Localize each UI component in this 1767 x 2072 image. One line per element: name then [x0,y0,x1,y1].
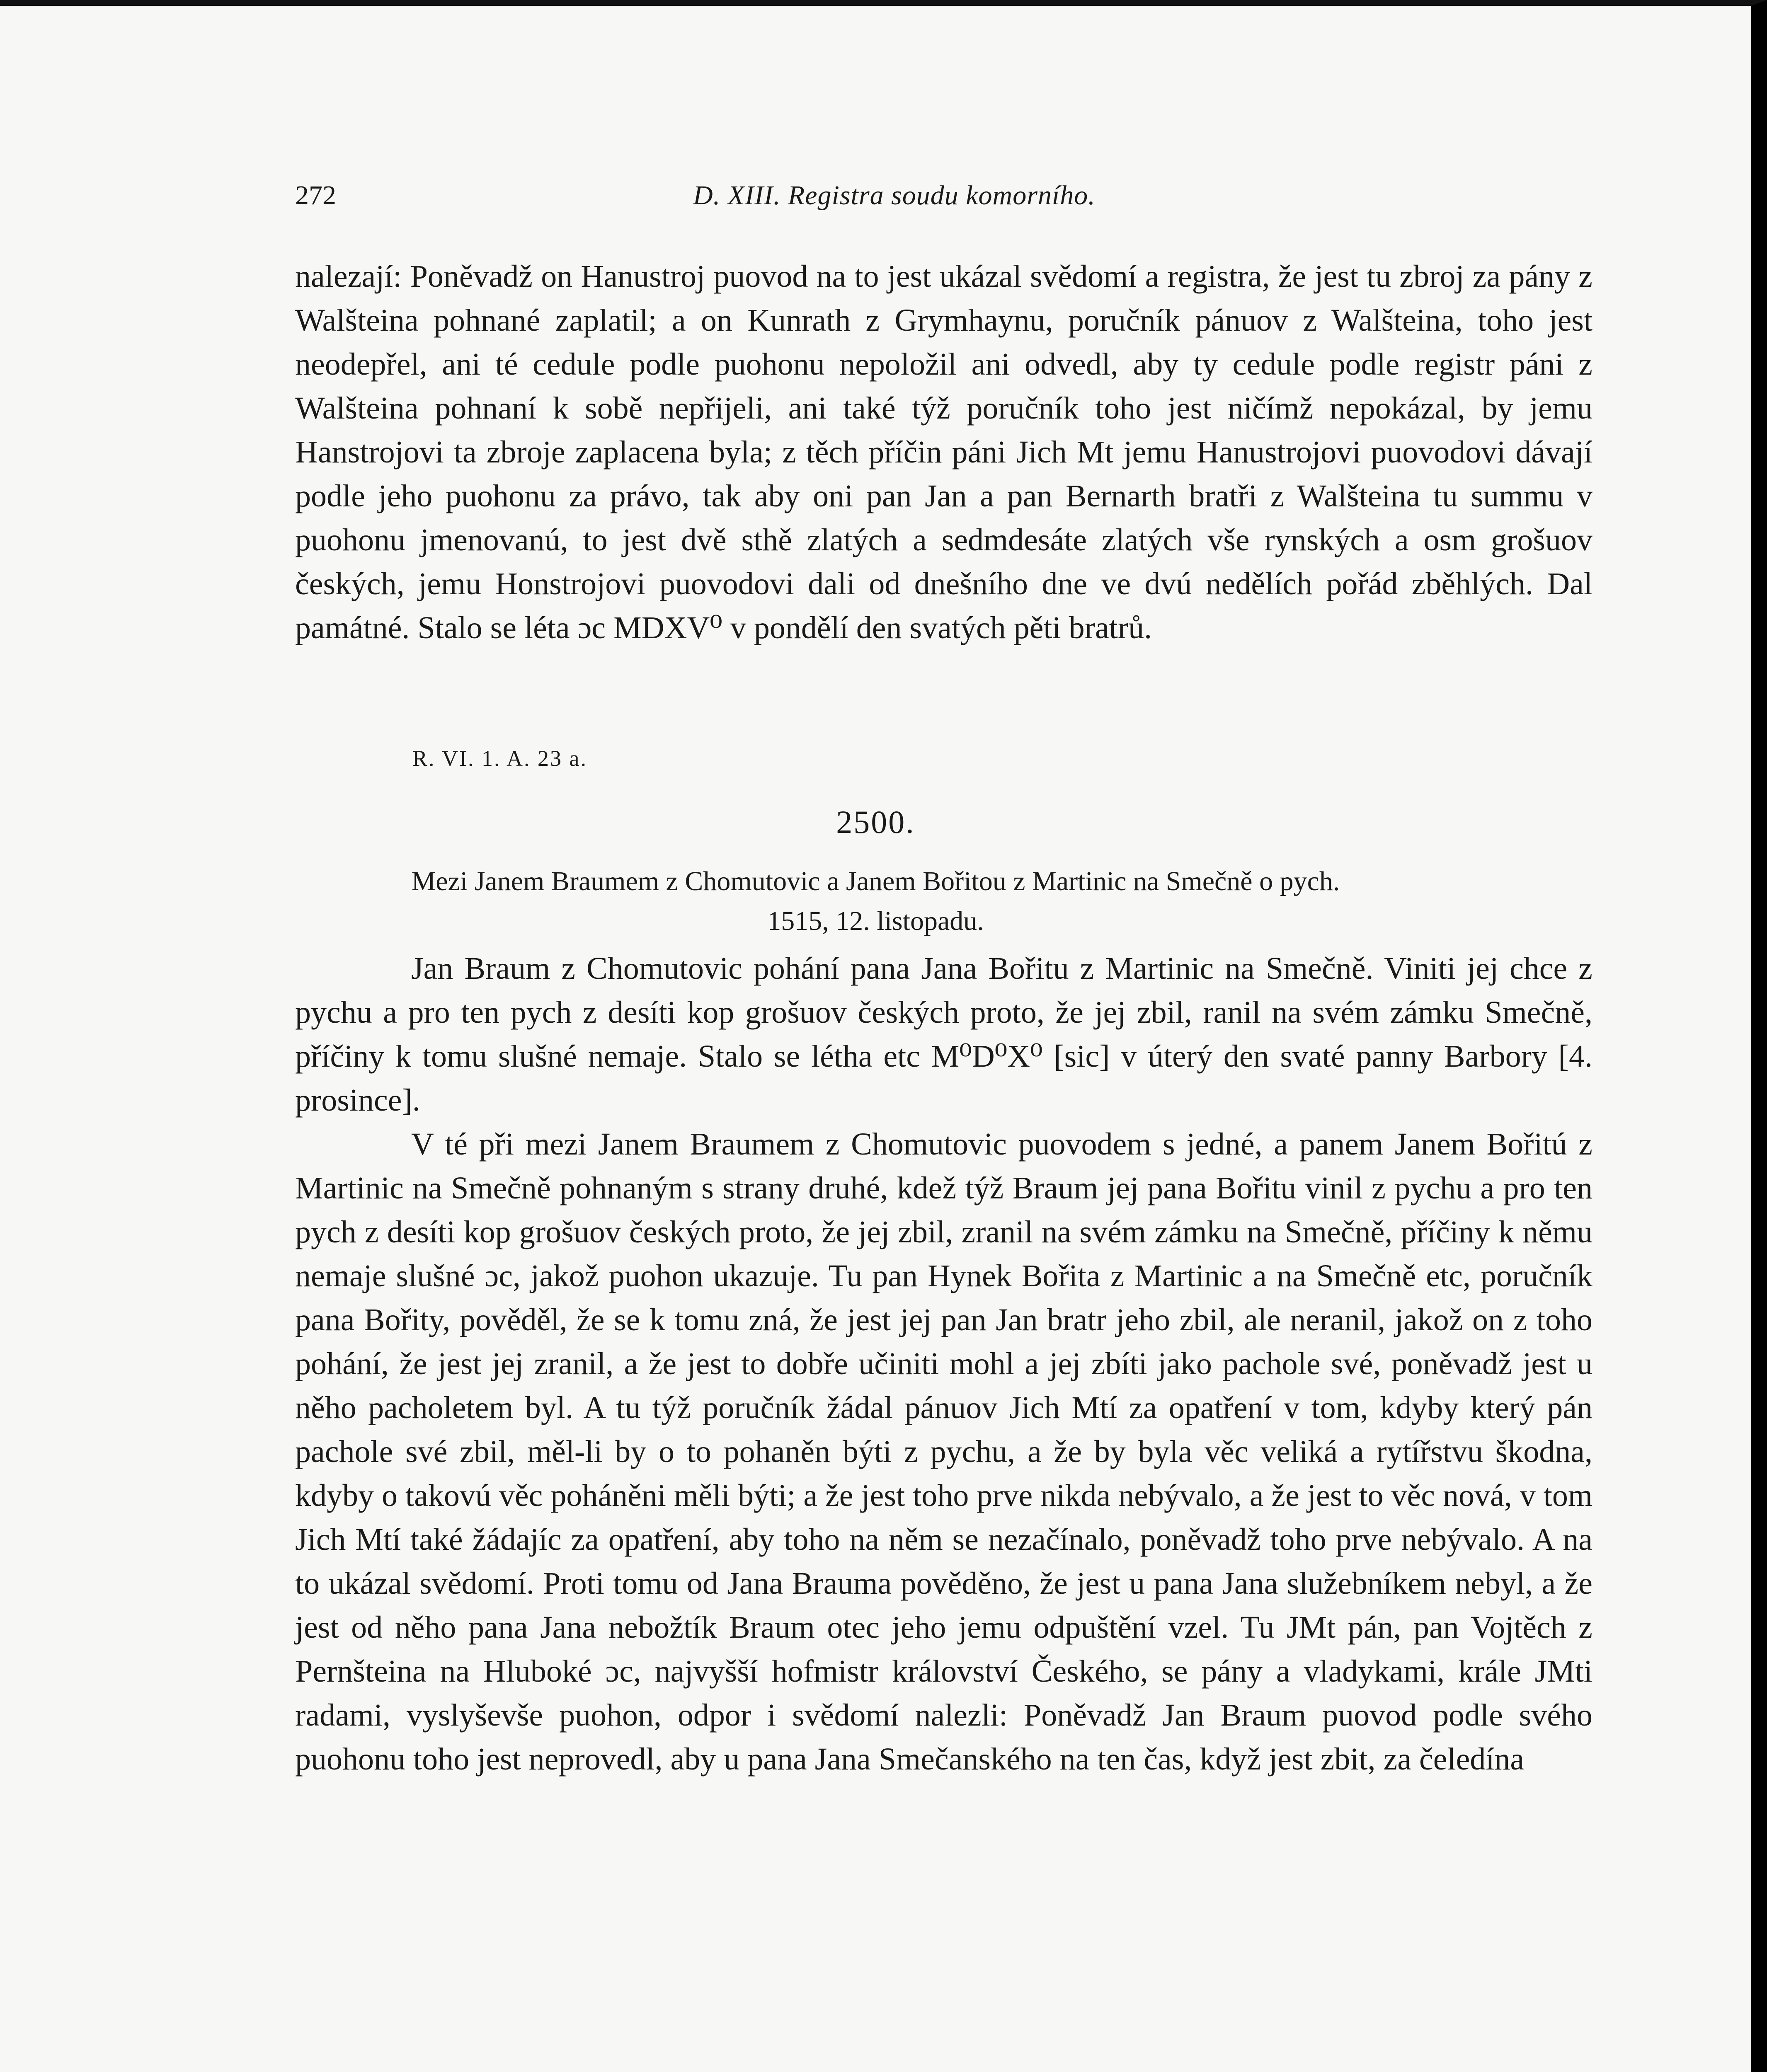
body-paragraph-2: V té při mezi Janem Braumem z Chomutovic puovodem s jedné, a panem Janem Bořitú z Martinic na Smečně pohnaným s strany druhé, kdež týž Braum jej pana Bořitu vinil z pychu a pro ten pych z desíti kop grošuov českých proto, že jej zbil, zranil na svém zámku na Smečně, příčiny k němu nemaje slušné ɔc, jakož puohon ukazuje. Tu pan Hynek Bořita z Martinic a na Smečně etc, poručník pana Bořity, pověděl, že se k tomu zná, že jest jej pan Jan bratr jeho zbil, ale neranil, jakož on z toho pohání, že jest jej zranil, a že jest to dobře učiniti mohl a jej zbíti jako pachole své, poněvadž jest u něho pacholetem byl. A tu týž poručník žádal pánuov Jich Mtí za opatření v tom, kdyby který pán pachole své zbil, měl-li by o to pohaněn býti z pychu, a že by byla věc veliká a rytířstvu škodna, kdyby o takovú věc poháněni měli býti; a že jest toho prve nikda nebývalo, a že jest to věc nová, v tom Jich Mtí také žádajíc za opatření, aby toho na něm se nezačínalo, poněvadž toho prve nebývalo. A na to ukázal svědomí. Proti tomu od Jana Brauma pověděno, že jest u pana Jana služebníkem nebyl, a že jest od něho pana Jana nebožtík Braum otec jeho jemu odpuštění vzel. Tu JMt pán, pan Vojtěch z Pernšteina na Hluboké ɔc, najvyšší hofmistr království Českého, se pány a vladykami, krále JMti radami, vyslyševše puohon, odpor i svědomí nalezli: Poněvadž Jan Braum puovod podle svého puohonu toho jest neprovedl, aby u pana Jana Smečanského na ten čas, když jest zbit, za čeledína [295,1127,1592,1777]
document-number: 2500. [836,804,915,840]
document-heading [0,862,1751,941]
continuation-paragraph: nalezají: Poněvadž on Hanustroj puovod na to jest ukázal svědomí a registra, že jest tu zbroj za pány z Walšteina pohnané zaplatil; a on Kunrath z Grymhaynu, poručník pánuov z Walšteina, toho jest neodepřel, ani té cedule podle puohonu nepoložil ani odvedl, aby ty cedule podle registr páni z Walšteina pohnaní k sobě nepřijeli, ani také týž poručník toho jest ničímž nepokázal, by jemu Hanstrojovi ta zbroje zaplacena byla; z těch příčin páni Jich Mt jemu Hanustrojovi puovodovi dávají podle jeho puohonu za právo, tak aby oni pan Jan a pan Bernarth bratři z Walšteina tu summu v puohonu jmenovanú, to jest dvě sthě zlatých a sedmdesáte zlatých vše rynských a osm grošuov českých, jemu Honstrojovi puovodovi dali od dnešního dne ve dvú nedělích pořád zběhlých. Dal památné. Stalo se léta ɔc MDXV⁰ v pondělí den svatých pěti bratrů. [295,259,1592,645]
page-header [295,180,1592,225]
running-title: D. XIII. Registra soudu komorního. [693,180,1096,211]
continuation-block [295,254,1592,650]
document-body [295,946,1592,1781]
document-title: Mezi Janem Braumem z Chomutovic a Janem Bořitou z Martinic na Smečně o pych. [411,866,1340,896]
document-date: 1515, 12. listopadu. [767,906,984,936]
page-number: 272 [295,180,336,211]
archival-reference: R. VI. 1. A. 23 a. [412,746,588,771]
body-paragraph-1: Jan Braum z Chomutovic pohání pana Jana Bořitu z Martinic na Smečně. Viniti jej chce z pychu a pro ten pych z desíti kop grošuov českých proto, že jej zbil, ranil na svém zámku Smečně, příčiny k tomu slušné nemaje. Stalo se létha etc M⁰D⁰X⁰ [sic] v úterý den svaté panny Barbory [4. prosince]. [295,951,1592,1118]
